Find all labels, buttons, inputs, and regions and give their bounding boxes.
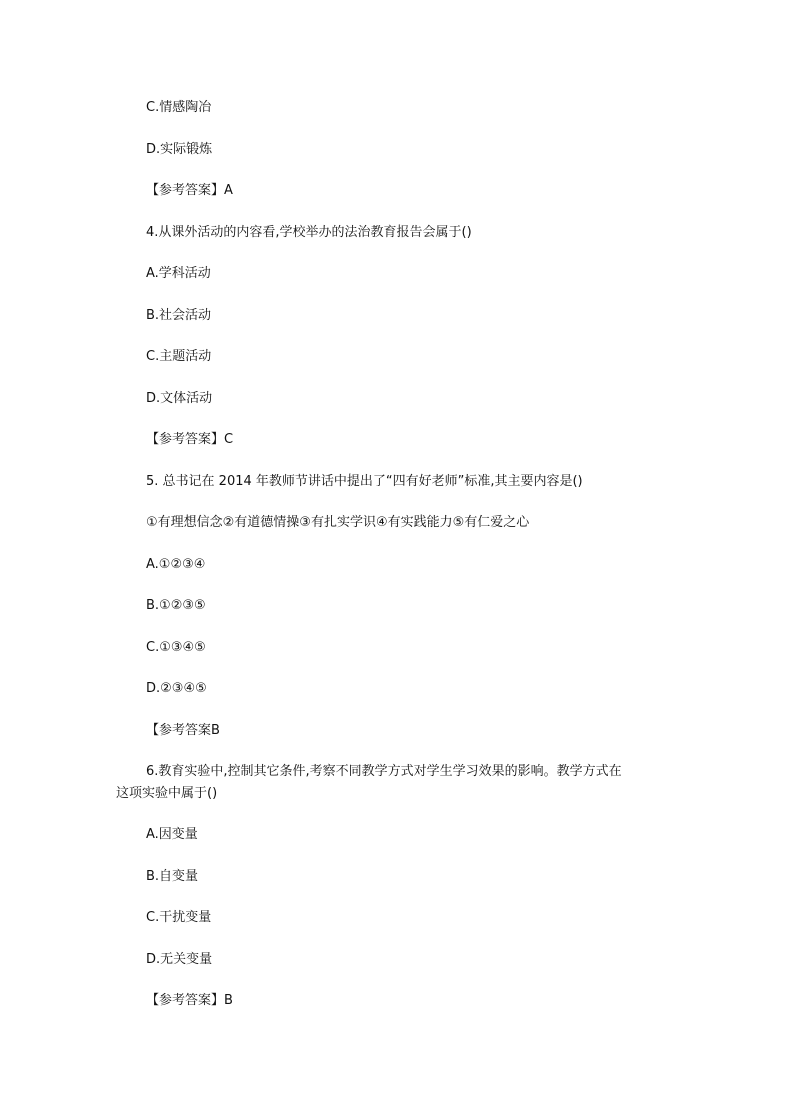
option-c-q6: C.干扰变量 [146, 910, 212, 925]
question-4: 4.从课外活动的内容看,学校举办的法治教育报告会属于() [146, 225, 472, 240]
option-d-q4: D.文体活动 [146, 391, 213, 406]
option-c-q3: C.情感陶冶 [146, 100, 212, 115]
option-d-q5: D.②③④⑤ [146, 681, 207, 696]
option-a-q4: A.学科活动 [146, 266, 211, 281]
option-b-q5: B.①②③⑤ [146, 598, 206, 613]
option-c-q4: C.主题活动 [146, 349, 212, 364]
answer-q3: 【参考答案】A [146, 183, 233, 198]
option-a-q5: A.①②③④ [146, 557, 206, 572]
option-b-q4: B.社会活动 [146, 308, 212, 323]
question-5-items: ①有理想信念②有道德情操③有扎实学识④有实践能力⑤有仁爱之心 [146, 515, 530, 530]
answer-q5: 【参考答案B [146, 723, 220, 738]
question-6: 6.教育实验中,控制其它条件,考察不同教学方式对学生学习效果的影响。教学方式在 [146, 764, 622, 779]
question-6-continued: 这项实验中属于() [116, 786, 218, 801]
answer-q6: 【参考答案】B [146, 993, 233, 1008]
option-b-q6: B.自变量 [146, 869, 199, 884]
option-d-q3: D.实际锻炼 [146, 142, 213, 157]
option-c-q5: C.①③④⑤ [146, 640, 206, 655]
question-5: 5. 总书记在 2014 年教师节讲话中提出了“四有好老师”标准,其主要内容是() [146, 474, 583, 489]
option-d-q6: D.无关变量 [146, 952, 213, 967]
answer-q4: 【参考答案】C [146, 432, 234, 447]
option-a-q6: A.因变量 [146, 827, 198, 842]
